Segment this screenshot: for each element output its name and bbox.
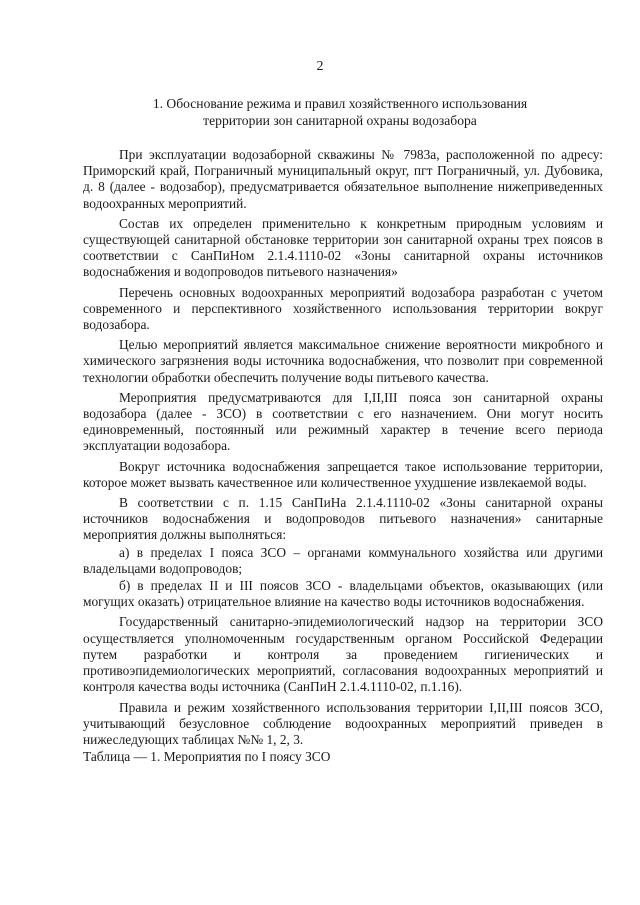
paragraph-goal: Целью мероприятий является максимальное снижение вероятности микробного и химического загрязнения воды источника водоснабжения, что позволит при современной технологии обработки обеспечить получение воды питьевого качества.: [83, 337, 603, 385]
paragraph-item-b: б) в пределах II и III поясов ЗСО - владельцами объектов, оказывающих (или могущих оказать) отрицательное влияние на качество воды источников водоснабжения.: [83, 578, 603, 610]
paragraph-measures-list: Перечень основных водоохранных мероприятий водозабора разработан с учетом современного и перспективного хозяйственного использования территории вокруг водозабора.: [83, 284, 603, 333]
section-title-line-1: 1. Обоснование режима и правил хозяйственного использования: [152, 96, 528, 111]
paragraph-composition: Состав их определен применительно к конкретным природным условиям и существующей санитарной обстановке территории зон санитарной охраны трех поясов в соответствии с СанПиНом 2.1.4.1110-02 «Зоны санитарной охраны источников водоснабжения и водопроводов питьевого назначения»: [83, 215, 603, 280]
paragraph-rules: Правила и режим хозяйственного использования территории I,II,III поясов ЗСО, учитывающий безусловное соблюдение водоохранных мероприятий приведен в нижеследующих таблицах №№ 1, 2, 3.: [83, 699, 603, 747]
table-caption: Таблица — 1. Мероприятия по I поясу ЗСО: [83, 749, 331, 765]
document-body: [83, 147, 603, 765]
page-number: 2: [316, 59, 324, 74]
section-title: [60, 95, 620, 129]
paragraph-sanpin-reference: В соответствии с п. 1.15 СанПиНа 2.1.4.1110-02 «Зоны санитарной охраны источников водоснабжения и водопроводов питьевого назначения» санитарные мероприятия должны выполняться:: [83, 495, 603, 543]
paragraph-item-a: а) в пределах I пояса ЗСО – органами коммунального хозяйства или другими владельцами водопроводов;: [83, 544, 603, 576]
paragraph-prohibition: Вокруг источника водоснабжения запрещается такое использование территории, которое может вызвать качественное или количественное ухудшение извлекаемой воды.: [83, 458, 603, 490]
paragraph-zones: Мероприятия предусматриваются для I,II,III пояса зон санитарной охраны водозабора (далее - ЗСО) в соответствии с его назначением. Они могут носить единовременный, постоянный или режимный характер в течение всего периода эксплуатации водозабора.: [83, 389, 603, 454]
paragraph-supervision: Государственный санитарно-эпидемиологический надзор на территории ЗСО осуществляется уполномоченным государственным органом Российской Федерации путем разработки и контроля за проведением гигиенических и противоэпидемиологических мероприятий, согласования водоохранных мероприятий и контроля качества воды источника (СанПиН 2.1.4.1110-02, п.1.16).: [83, 614, 603, 695]
paragraph-operation-address: При эксплуатации водозаборной скважины № 7983а, расположенной по адресу: Приморский край, Пограничный муниципальный округ, пгт Пограничный, ул. Дубовика, д. 8 (далее - водозабор), предусматривается обязательное выполнение нижеприведенных водоохранных мероприятий.: [83, 147, 603, 211]
section-title-line-2: территории зон санитарной охраны водозабора: [203, 113, 477, 128]
